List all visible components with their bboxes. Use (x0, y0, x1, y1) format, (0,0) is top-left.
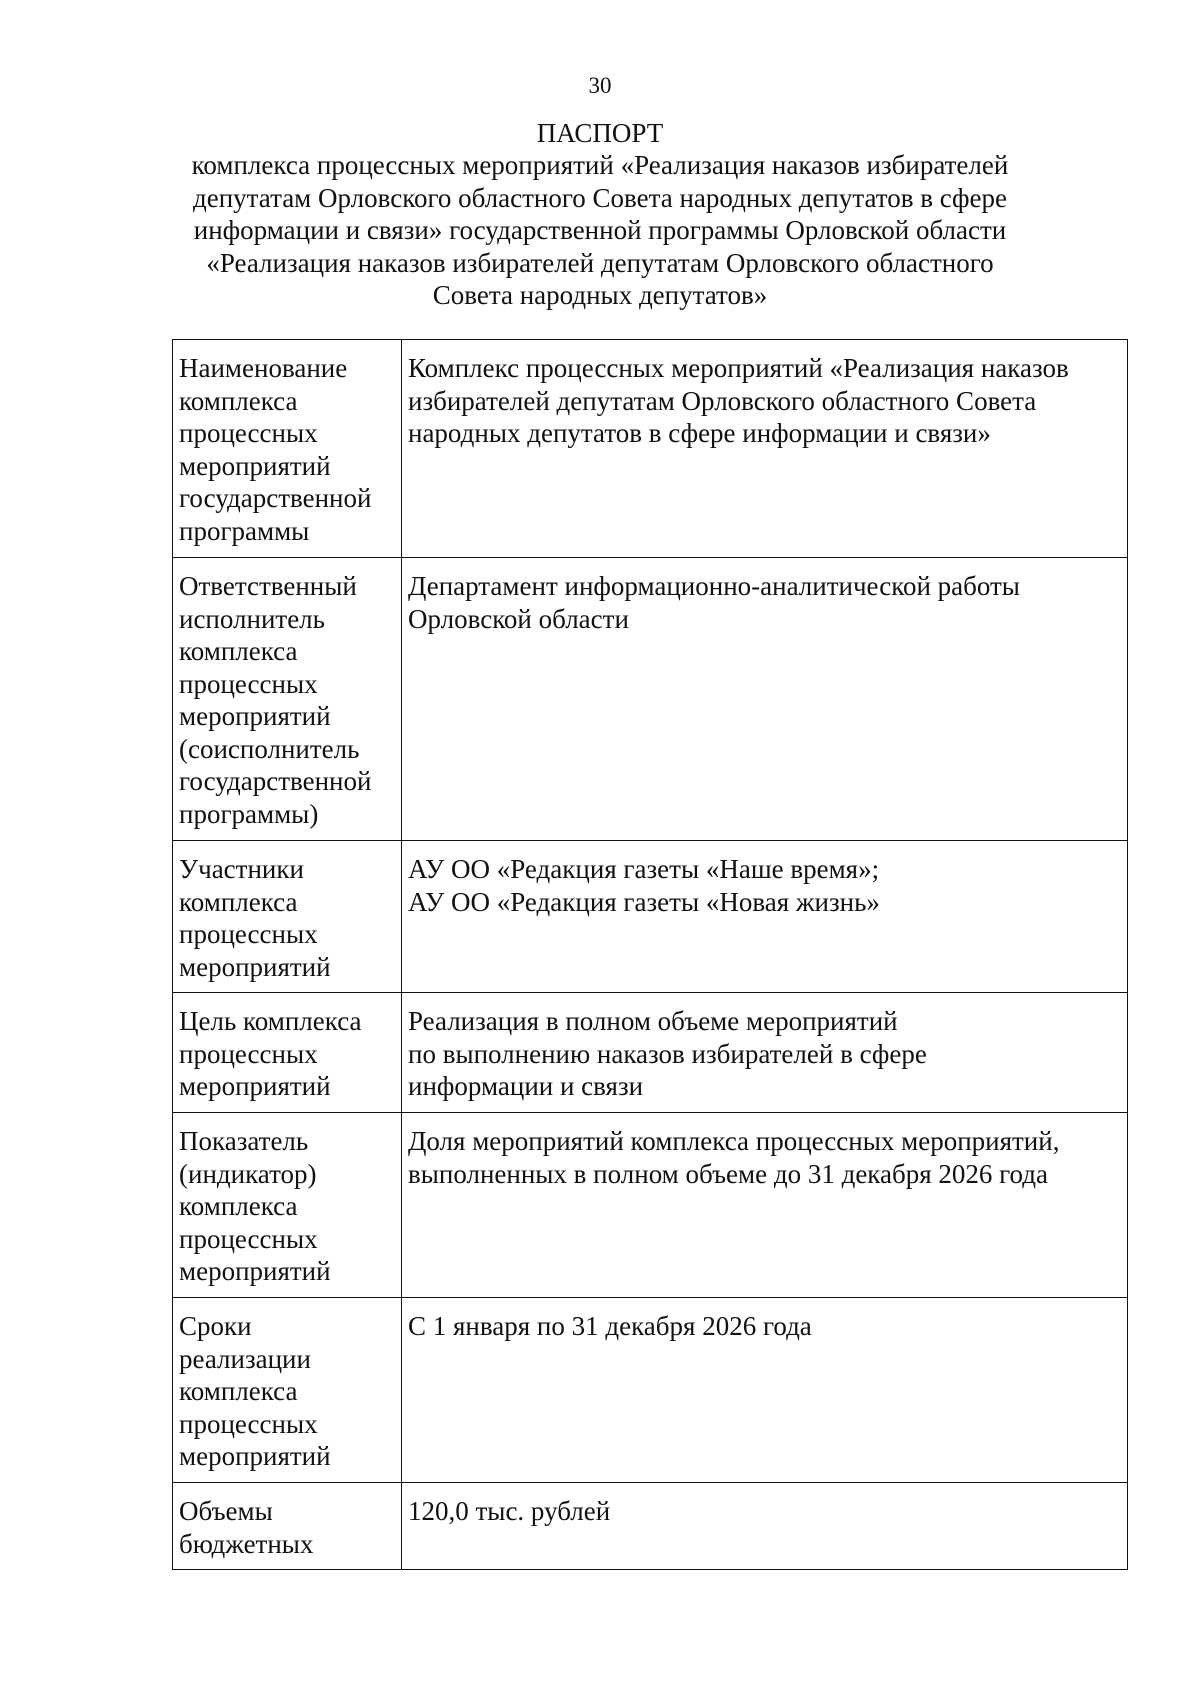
row-label: Ответственный исполнитель комплекса процессных мероприятий (соисполнитель государственной программы) (173, 558, 402, 841)
subtitle-line: информации и связи» государственной программы Орловской области (193, 215, 1007, 245)
table-row (173, 1113, 1128, 1298)
row-label: Участники комплекса процессных мероприятий (173, 841, 402, 993)
subtitle-line: комплекса процессных мероприятий «Реализация наказов избирателей (191, 150, 1009, 180)
table-row (173, 841, 1128, 993)
subtitle-line: депутатам Орловского областного Совета народных депутатов в сфере (192, 182, 1007, 213)
table-row (173, 340, 1128, 558)
row-label: Сроки реализации комплекса процессных мероприятий (173, 1298, 402, 1483)
page-number: 30 (588, 73, 612, 98)
table-row (173, 558, 1128, 841)
row-label: Наименование комплекса процессных мероприятий государственной программы (173, 340, 402, 558)
row-value: Комплекс процессных мероприятий «Реализация наказов избирателей депутатам Орловского областного Совета народных депутатов в сфере информации и связи» (402, 340, 1128, 558)
table-row (173, 1298, 1128, 1483)
row-value: Департамент информационно-аналитической работы Орловской области (402, 558, 1128, 841)
passport-table (172, 339, 1128, 1570)
subtitle-line: Совета народных депутатов» (432, 280, 768, 310)
row-value: С 1 января по 31 декабря 2026 года (402, 1298, 1128, 1483)
row-label: Цель комплекса процессных мероприятий (173, 993, 402, 1113)
subtitle-line: «Реализация наказов избирателей депутатам Орловского областного (206, 247, 994, 278)
row-value: АУ ОО «Редакция газеты «Наше время»; АУ ОО «Редакция газеты «Новая жизнь» (402, 841, 1128, 993)
row-value: Реализация в полном объеме мероприятий по выполнению наказов избирателей в сфере информации и связи (402, 993, 1128, 1113)
table-row (173, 993, 1128, 1113)
document-title: ПАСПОРТ (536, 118, 664, 148)
row-value: 120,0 тыс. рублей (402, 1483, 1128, 1570)
row-value: Доля мероприятий комплекса процессных мероприятий, выполненных в полном объеме до 31 декабря 2026 года (402, 1113, 1128, 1298)
document-subtitle (150, 149, 1050, 312)
row-label: Показатель (индикатор) комплекса процессных мероприятий (173, 1113, 402, 1298)
row-label: Объемы бюджетных (173, 1483, 402, 1570)
table-row (173, 1483, 1128, 1570)
